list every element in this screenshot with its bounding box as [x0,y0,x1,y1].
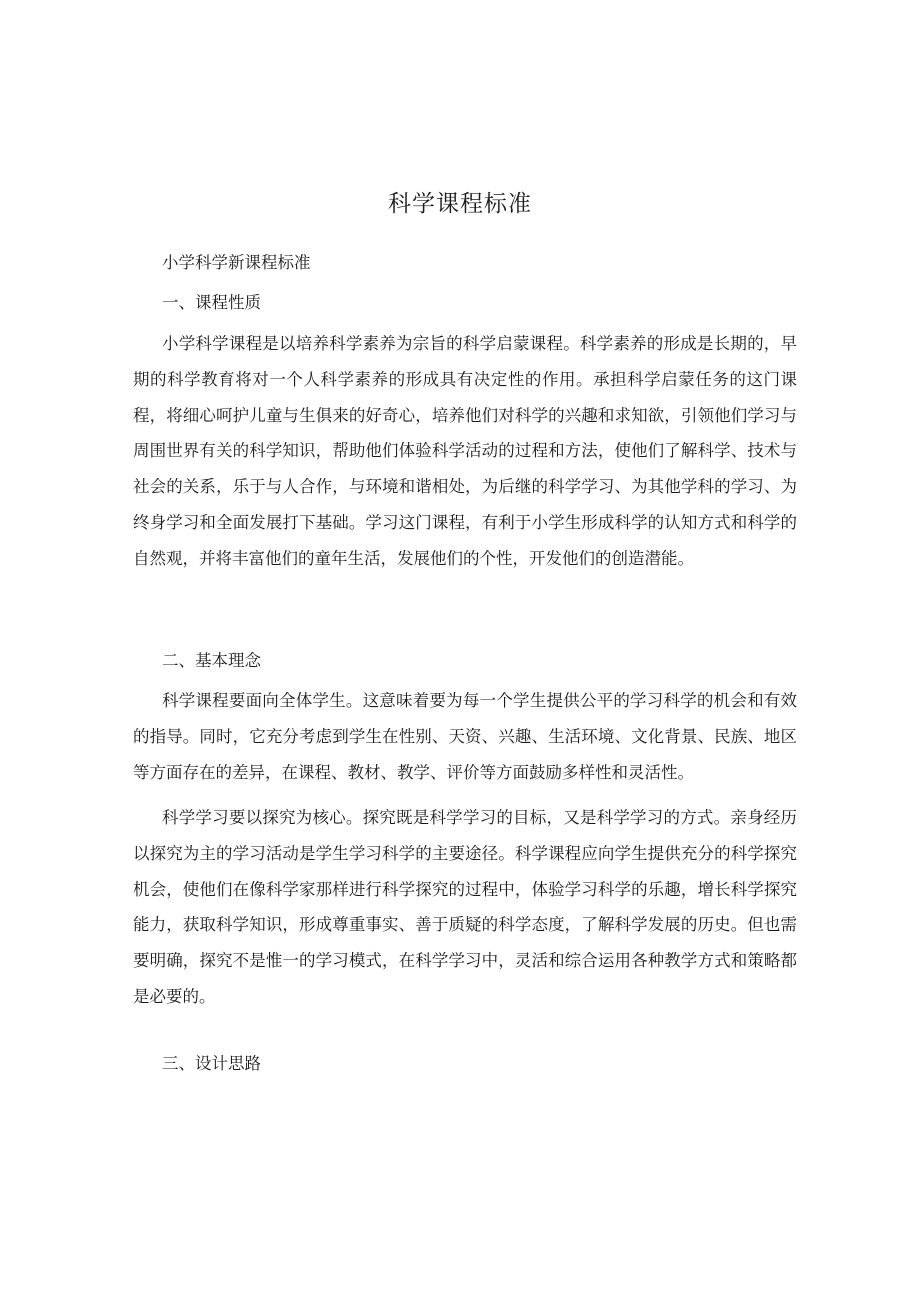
document-title: 科学课程标准 [388,191,532,217]
paragraph-concepts-2: 科学学习要以探究为核心。探究既是科学学习的目标，又是科学学习的方式。亲身经历以探究为主的学习活动是学生学习科学的主要途径。科学课程应向学生提供充分的科学探究机会，使他们在像科学家那样进行科学探究的过程中，体验学习科学的乐趣，增长科学探究能力，获取科学知识，形成尊重事实、善于质疑的科学态度，了解科学发展的历史。但也需要明确，探究不是惟一的学习模式，在科学学习中，灵活和综合运用各种教学方式和策略都是必要的。 [133,808,797,1006]
section-heading-concepts: 二、基本理念 [162,651,261,670]
section-heading-nature: 一、课程性质 [162,293,261,312]
paragraph-concepts-1: 科学课程要面向全体学生。这意味着要为每一个学生提供公平的学习科学的机会和有效的指导。同时，它充分考虑到学生在性别、天资、兴趣、生活环境、文化背景、民族、地区等方面存在的差异，在课程、教材、教学、评价等方面鼓励多样性和灵活性。 [133,691,797,782]
document-subtitle: 小学科学新课程标准 [162,253,311,272]
section-heading-design: 三、设计思路 [162,1054,261,1073]
paragraph-nature: 小学科学课程是以培养科学素养为宗旨的科学启蒙课程。科学素养的形成是长期的，早期的科学教育将对一个人科学素养的形成具有决定性的作用。承担科学启蒙任务的这门课程，将细心呵护儿童与生俱来的好奇心，培养他们对科学的兴趣和求知欲，引领他们学习与周围世界有关的科学知识，帮助他们体验科学活动的过程和方法，使他们了解科学、技术与社会的关系，乐于与人合作，与环境和谐相处，为后继的科学学习、为其他学科的学习、为终身学习和全面发展打下基础。学习这门课程，有利于小学生形成科学的认知方式和科学的自然观，并将丰富他们的童年生活，发展他们的个性，开发他们的创造潜能。 [133,334,797,568]
